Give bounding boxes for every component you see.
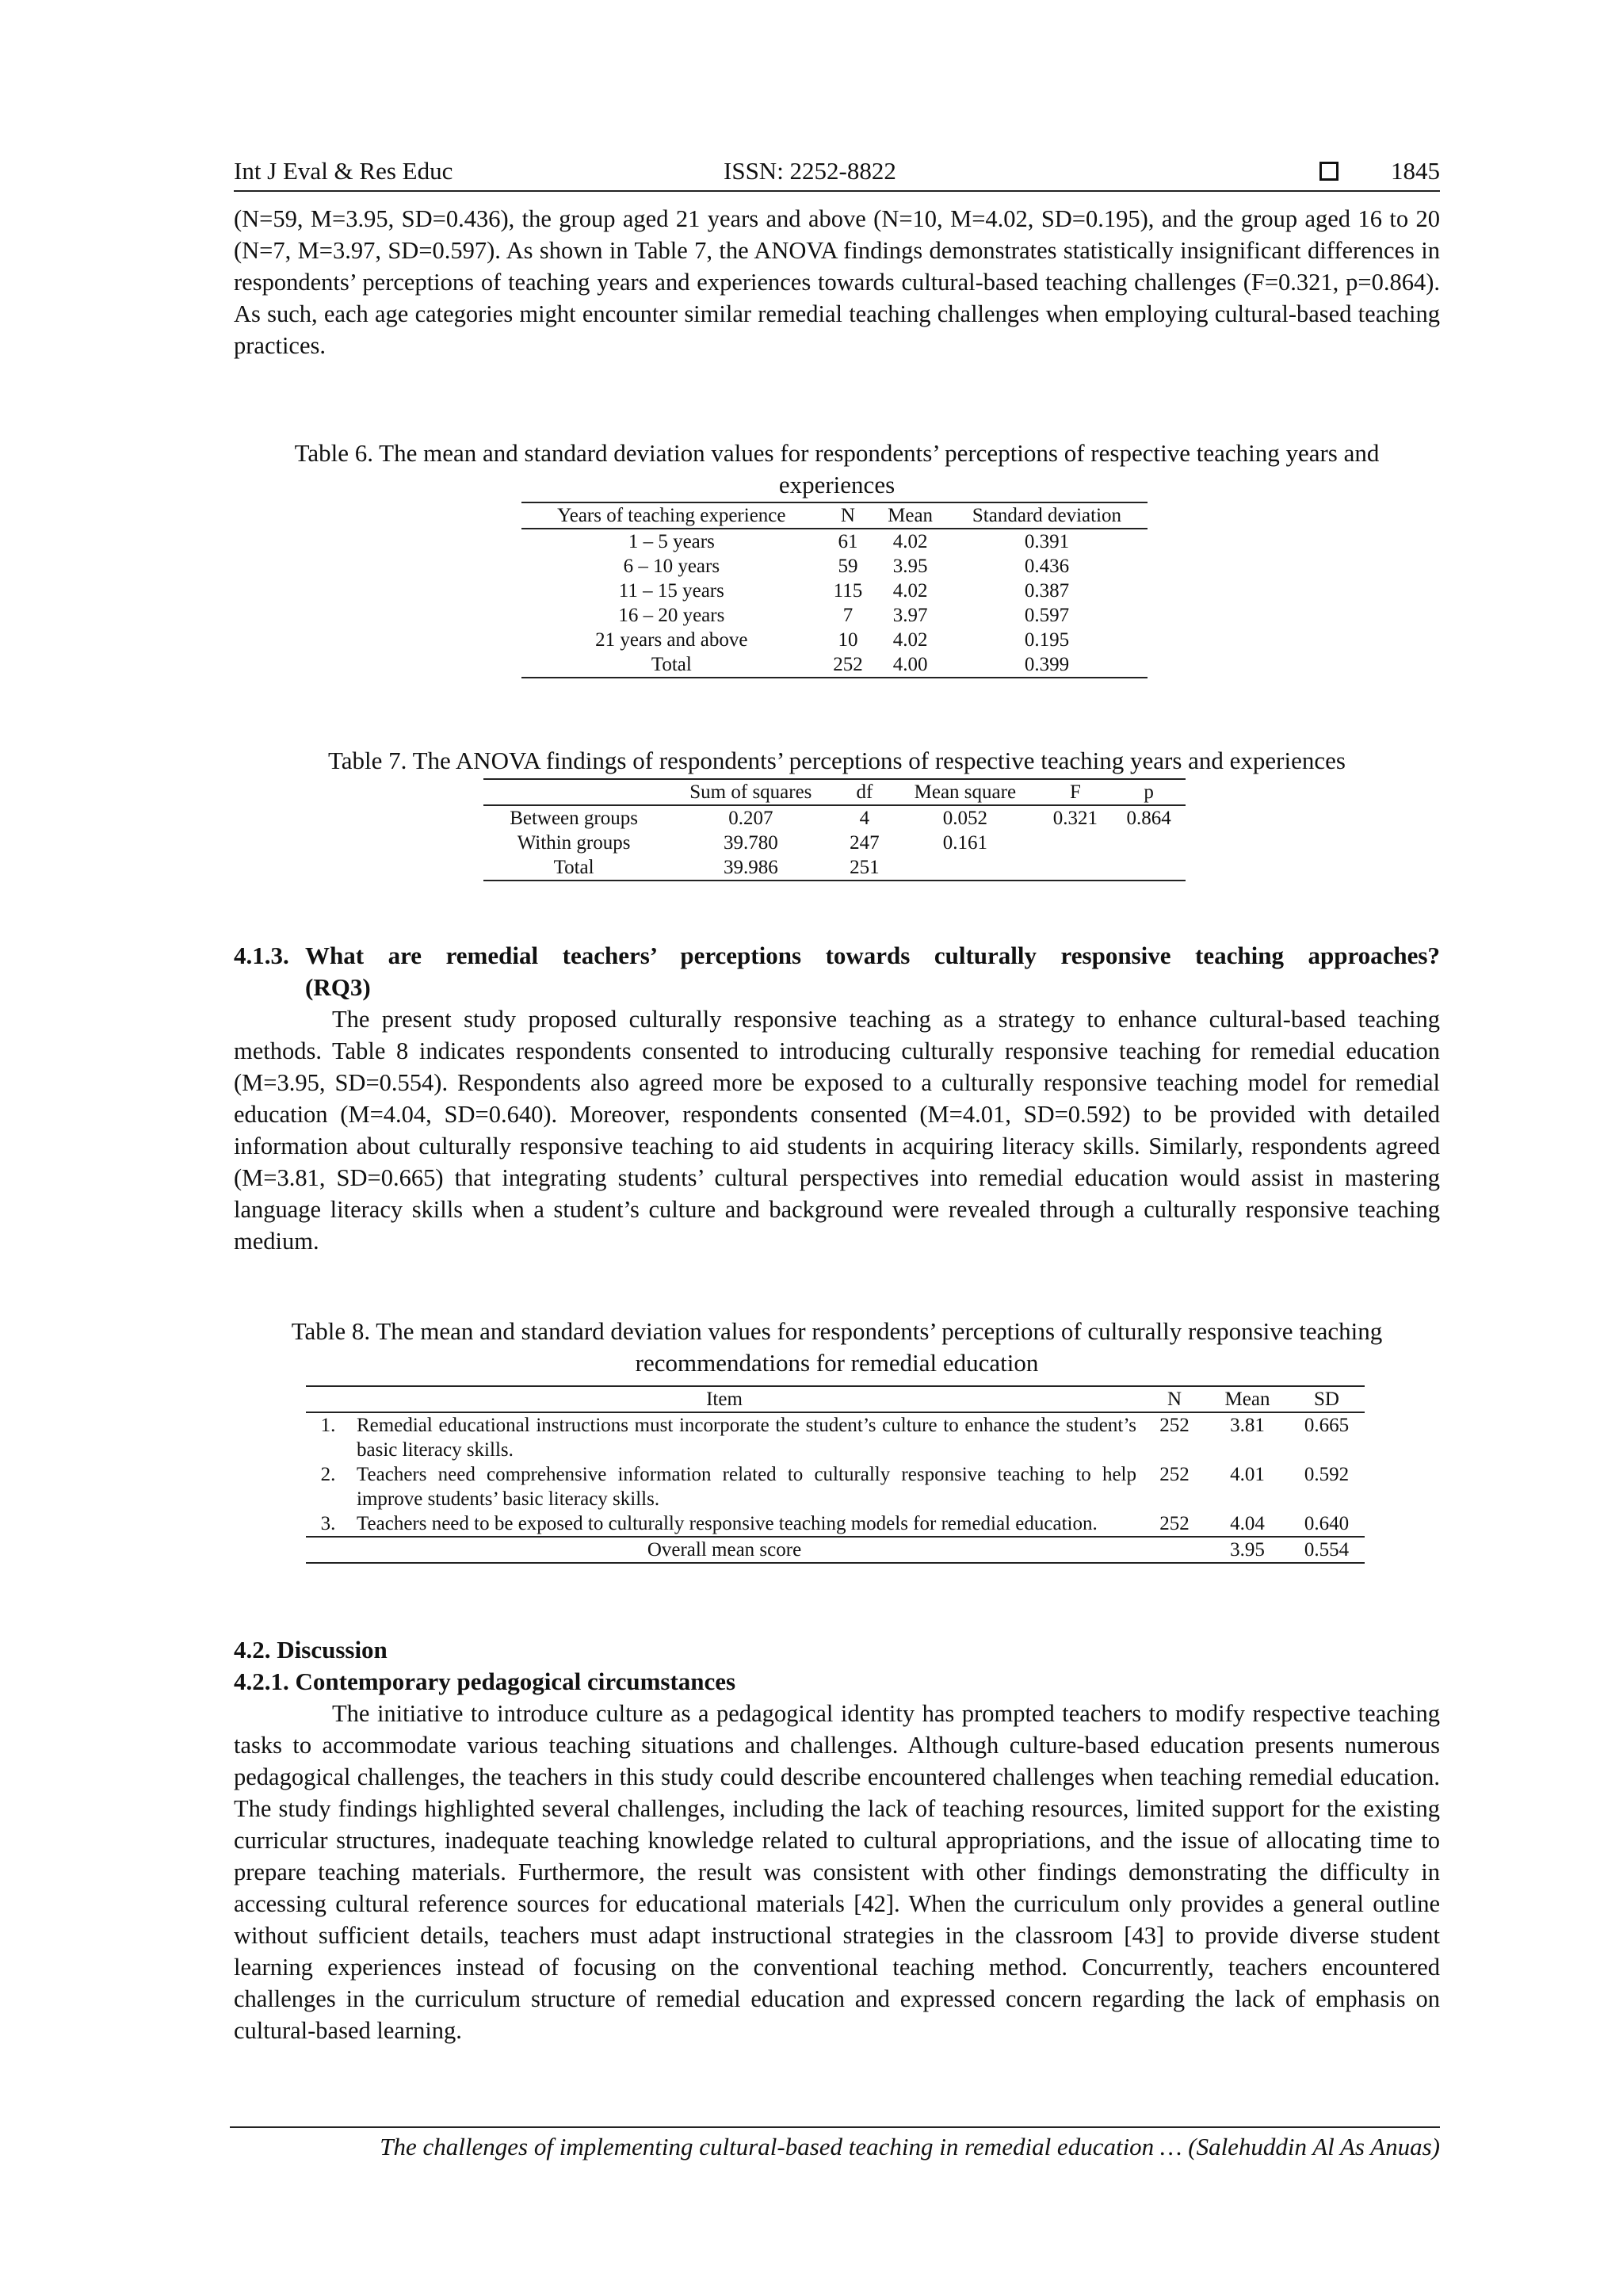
table-row	[306, 1412, 1365, 1462]
table-cell: 39.986	[723, 857, 778, 878]
table-cell: 10	[838, 629, 858, 651]
table-cell: 0.640	[1304, 1513, 1350, 1534]
table-row	[521, 603, 1148, 628]
table8	[306, 1385, 1365, 1564]
item-text: Teachers need to be exposed to culturally responsive teaching models for remedial education.	[357, 1513, 1098, 1534]
table-cell: 0.207	[728, 808, 773, 829]
section-421-paragraph: The initiative to introduce culture as a pedagogical identity has prompted teachers to modify respective teaching tasks to accommodate various teaching situations and challenges. Although culture-based education presents numerous pedagogical challenges, the teachers in this study could describe encountered challenges when teaching remedial education. The study findings highlighted several challenges, including the lack of teaching resources, limited support for the existing curricular structures, inadequate teaching knowledge related to cultural appropriations, and the issue of allocating time to prepare teaching materials. Furthermore, the result was consistent with other findings demonstrating the difficulty in accessing cultural reference sources for educational materials [42]. When the curriculum only provides a general outline without sufficient details, teachers must adapt instructional strategies in the classroom [43] to provide diverse student learning experiences instead of focusing on the conventional teaching method. Concurrently, teachers encountered challenges in the curriculum structure of remedial education and expressed concern regarding the lack of emphasis on cultural-based learning.	[234, 1700, 1440, 2044]
item-text: Teachers need comprehensive information related to culturally responsive teaching to help improve students’ basic literacy skills.	[357, 1464, 1136, 1510]
page-number: 1845	[1391, 157, 1440, 185]
journal-name: Int J Eval & Res Educ	[234, 157, 453, 185]
section-42-heading: 4.2. Discussion	[234, 1636, 388, 1664]
table-cell: 3.97	[892, 605, 928, 626]
table-cell: 0.387	[1024, 580, 1070, 602]
table-cell: 252	[1159, 1464, 1190, 1485]
table-header-row	[521, 502, 1148, 529]
table-row-overall	[306, 1537, 1365, 1563]
section-413-number: 4.1.3.	[234, 942, 289, 969]
table-cell: 0.321	[1052, 808, 1098, 829]
table-cell: 4.02	[892, 629, 928, 651]
column-header: N	[822, 502, 875, 529]
table7	[483, 778, 1186, 881]
section-421-heading: 4.2.1. Contemporary pedagogical circumstances	[234, 1668, 736, 1695]
column-header: Mean	[874, 502, 946, 529]
table-cell: 3.95	[892, 556, 928, 577]
table-cell: 0.665	[1304, 1415, 1350, 1436]
table6	[521, 502, 1148, 678]
table7-caption: Table 7. The ANOVA findings of respondents’ perceptions of respective teaching years and experiences	[328, 747, 1346, 774]
table-cell: Total	[651, 654, 692, 675]
item-number: 1.	[320, 1415, 336, 1436]
table-cell: 252	[1159, 1513, 1190, 1534]
table-cell: 4.02	[892, 580, 928, 602]
intro-paragraph: (N=59, M=3.95, SD=0.436), the group aged 21 years and above (N=10, M=4.02, SD=0.195), and the group aged 16 to 20 (N=7, M=3.97, SD=0.597). As shown in Table 7, the ANOVA findings demonstrates statistically insignificant differences in respondents’ perceptions of teaching years and experiences towards cultural-based teaching challenges (F=0.321, p=0.864). As such, each age categories might encounter similar remedial teaching challenges when employing cultural-based teaching practices.	[234, 205, 1440, 359]
item-number: 3.	[320, 1513, 336, 1534]
table-row	[306, 1462, 1365, 1511]
table-cell: 21 years and above	[595, 629, 748, 651]
square-icon	[1319, 162, 1338, 181]
table-row	[521, 652, 1148, 678]
table-cell	[1039, 831, 1113, 855]
table-cell: 7	[842, 605, 854, 626]
column-header: p	[1112, 779, 1186, 805]
table-cell: 11 – 15 years	[618, 580, 724, 602]
item-text: Remedial educational instructions must incorporate the student’s culture to enhance the student’s basic literacy skills.	[357, 1415, 1136, 1461]
table-header-row	[483, 779, 1186, 805]
column-header: Mean	[1206, 1386, 1289, 1412]
table-cell: 0.864	[1126, 808, 1171, 829]
column-header	[483, 779, 664, 805]
table-row	[521, 579, 1148, 603]
table-row	[521, 529, 1148, 554]
column-header: Item	[306, 1386, 1143, 1412]
table-cell: 0.391	[1024, 531, 1070, 552]
table-cell	[1039, 855, 1113, 881]
item-number: 2.	[320, 1464, 336, 1485]
table-cell: 247	[850, 832, 880, 854]
table-cell: 0.597	[1024, 605, 1070, 626]
table-cell: 16 – 20 years	[618, 605, 725, 626]
table-row	[306, 1511, 1365, 1537]
table-cell: 3.81	[1230, 1415, 1265, 1436]
column-header: Standard deviation	[946, 502, 1148, 529]
column-header: SD	[1289, 1386, 1365, 1412]
table-cell: 61	[838, 531, 858, 552]
table-cell: 252	[1159, 1415, 1190, 1436]
running-footer: The challenges of implementing cultural-based teaching in remedial education … (Salehuddin Al As Anuas)	[230, 2126, 1440, 2161]
table-cell: 0.436	[1024, 556, 1070, 577]
table-cell: 252	[833, 654, 863, 675]
table-cell: 3.95	[1206, 1537, 1289, 1563]
table-cell: 251	[850, 857, 880, 878]
table-cell: Within groups	[517, 832, 631, 854]
column-header: Years of teaching experience	[521, 502, 822, 529]
table-cell: 4.02	[892, 531, 928, 552]
overall-label: Overall mean score	[306, 1537, 1143, 1563]
table-cell: 6 – 10 years	[623, 556, 720, 577]
table-row	[483, 831, 1186, 855]
table-cell: 0.554	[1289, 1537, 1365, 1563]
table-cell: 59	[838, 556, 858, 577]
section-413-heading	[234, 940, 1440, 1003]
section-413-title: What are remedial teachers’ perceptions towards culturally responsive teaching approaches?	[305, 942, 1440, 969]
table-header-row	[306, 1386, 1365, 1412]
table-cell	[1112, 855, 1186, 881]
table-cell	[1143, 1537, 1206, 1563]
table-row	[521, 628, 1148, 652]
table6-caption: Table 6. The mean and standard deviation values for respondents’ perceptions of respective teaching years and experiences	[294, 439, 1380, 499]
column-header: F	[1039, 779, 1113, 805]
table-cell: 0.195	[1024, 629, 1070, 651]
table-cell: 0.161	[942, 832, 987, 854]
table-row	[483, 855, 1186, 881]
column-header: N	[1143, 1386, 1206, 1412]
table-cell: Total	[553, 857, 594, 878]
table-cell: 39.780	[723, 832, 778, 854]
table-cell	[1112, 831, 1186, 855]
table-cell: 0.399	[1024, 654, 1070, 675]
table-row	[521, 554, 1148, 579]
table-row	[483, 805, 1186, 831]
column-header: Sum of squares	[664, 779, 837, 805]
column-header: Mean square	[892, 779, 1038, 805]
section-413-title-cont: (RQ3)	[305, 973, 371, 1001]
table-cell: Between groups	[510, 808, 638, 829]
issn: ISSN: 2252-8822	[724, 157, 896, 185]
table-cell: 4.00	[892, 654, 928, 675]
table-cell: 4.01	[1230, 1464, 1265, 1485]
table-cell: 1 – 5 years	[628, 531, 715, 552]
running-header	[234, 154, 1440, 192]
table-cell: 115	[833, 580, 863, 602]
column-header: df	[838, 779, 892, 805]
table8-caption: Table 8. The mean and standard deviation values for respondents’ perceptions of culturally responsive teaching recommendations for remedial education	[291, 1317, 1383, 1377]
section-413-paragraph: The present study proposed culturally responsive teaching as a strategy to enhance cultural-based teaching methods. Table 8 indicates respondents consented to introducing culturally responsive teaching for remedial education (M=3.95, SD=0.554). Respondents also agreed more be exposed to a culturally responsive teaching model for remedial education (M=4.04, SD=0.640). Moreover, respondents consented (M=4.01, SD=0.592) to be provided with detailed information about culturally responsive teaching to aid students in acquiring literacy skills. Similarly, respondents agreed (M=3.81, SD=0.665) that integrating students’ cultural perspectives into remedial education would assist in mastering language literacy skills when a student’s culture and background were revealed through a culturally responsive teaching medium.	[234, 1006, 1440, 1255]
table-cell: 0.592	[1304, 1464, 1350, 1485]
table-cell: 4.04	[1230, 1513, 1265, 1534]
table-cell	[892, 855, 1038, 881]
table-cell: 0.052	[942, 808, 987, 829]
table-cell: 4	[859, 808, 870, 829]
